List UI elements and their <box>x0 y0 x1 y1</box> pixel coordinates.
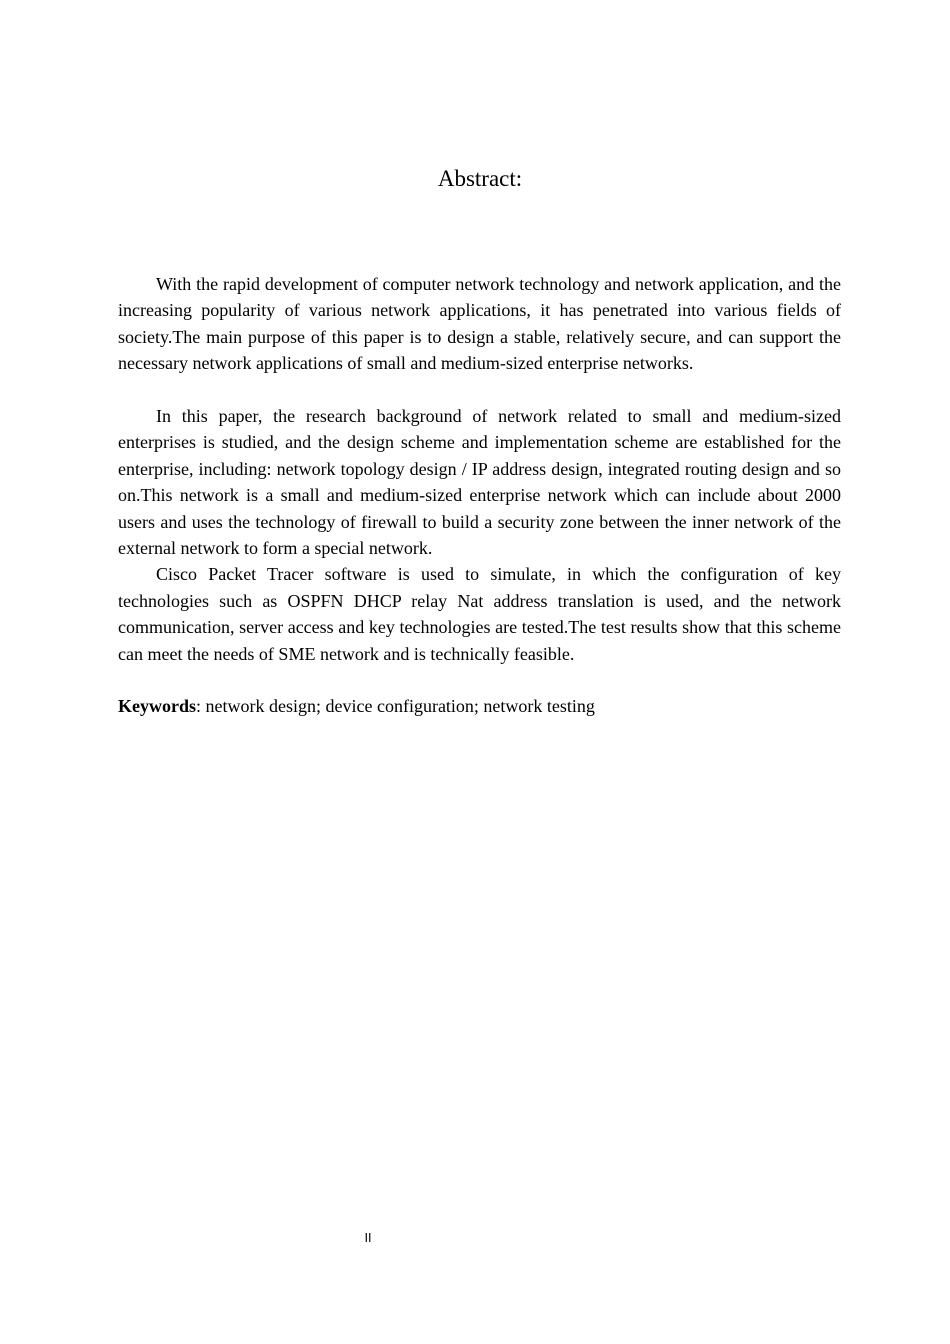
page-number: II <box>364 1231 372 1245</box>
keywords-label: Keywords <box>118 696 196 717</box>
paragraph-spacer <box>118 667 841 693</box>
keywords-line <box>118 693 841 719</box>
paragraph-spacer <box>118 377 841 403</box>
abstract-paragraph-2: In this paper, the research background of network related to small and medium-sized enterprises is studied, and the design scheme and implementation scheme are established for the enterprise, including: network topology design / IP address design, integrated routing design and so on.This network is a small and medium-sized enterprise network which can include about 2000 users and uses the technology of firewall to build a security zone between the inner network of the external network to form a special network. <box>118 406 841 559</box>
abstract-title: Abstract: <box>437 166 523 191</box>
abstract-paragraph-3: Cisco Packet Tracer software is used to simulate, in which the configuration of key technologies such as OSPFN DHCP relay Nat address translation is used, and the network communication, server access and key technologies are tested.The test results show that this scheme can meet the needs of SME network and is technically feasible. <box>118 564 841 664</box>
keywords-value: network design; device configuration; network testing <box>205 696 595 717</box>
keywords-separator: : <box>196 696 206 717</box>
abstract-paragraph-1: With the rapid development of computer network technology and network application, and the increasing popularity of various network applications, it has penetrated into various fields of society.The main purpose of this paper is to design a stable, relatively secure, and can support the necessary network applications of small and medium-sized enterprise networks. <box>118 274 841 374</box>
abstract-body <box>118 271 841 720</box>
